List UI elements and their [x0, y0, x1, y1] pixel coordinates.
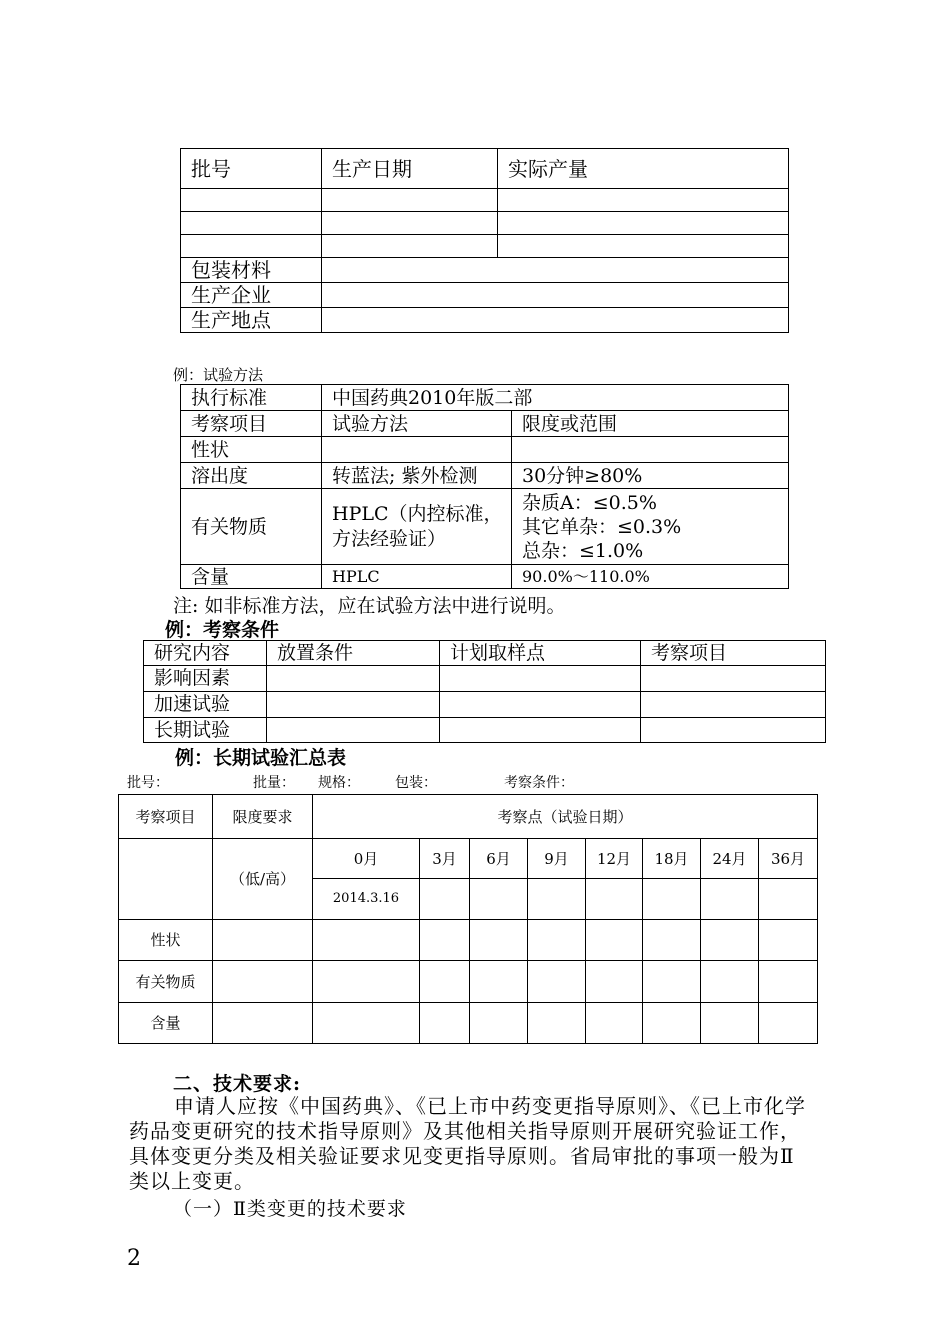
header-test-items: 考察项目 — [641, 641, 826, 666]
header-test-points: 考察点（试验日期） — [313, 795, 818, 839]
assay-limit: 90.0%～110.0% — [512, 565, 789, 589]
header-actual-output: 实际产量 — [498, 149, 789, 189]
month-3: 3月 — [420, 839, 470, 879]
related-substances-limit: 杂质A：≤0.5% 其它单杂：≤0.3% 总杂：≤1.0% — [512, 489, 789, 565]
month-9: 9月 — [528, 839, 586, 879]
item-dissolution: 溶出度 — [181, 463, 322, 489]
table-row — [181, 235, 789, 258]
table-row — [181, 189, 789, 212]
header-limit-requirement: 限度要求 — [213, 795, 313, 839]
table-row: 有关物质 — [119, 961, 818, 1003]
month-24: 24月 — [701, 839, 759, 879]
table-row: 含量 — [119, 1003, 818, 1044]
table-row — [181, 212, 789, 235]
manufacturer-label: 生产企业 — [181, 283, 322, 308]
long-term-table — [118, 794, 818, 1044]
header-sampling-points: 计划取样点 — [440, 641, 641, 666]
standard-label: 执行标准 — [181, 385, 322, 411]
month-18: 18月 — [643, 839, 701, 879]
header-storage-condition: 放置条件 — [267, 641, 440, 666]
header-test-method: 试验方法 — [322, 411, 512, 437]
header-batch-no: 批号 — [181, 149, 322, 189]
assay-method: HPLC — [322, 565, 512, 589]
month-0: 0月 — [313, 839, 420, 879]
start-date: 2014.3.16 — [313, 879, 420, 920]
month-12: 12月 — [586, 839, 643, 879]
table-row: 影响因素 — [144, 666, 826, 692]
section-subheading: （一）Ⅱ类变更的技术要求 — [173, 1198, 407, 1220]
header-test-item: 考察项目 — [119, 795, 213, 839]
related-substances-method: HPLC（内控标准， 方法经验证） — [322, 489, 512, 565]
section-heading: 二、技术要求: — [173, 1073, 302, 1095]
conditions-caption: 例：考察条件 — [165, 619, 280, 641]
long-term-caption: 例：长期试验汇总表 — [175, 747, 347, 769]
item-related-substances: 有关物质 — [181, 489, 322, 565]
item-appearance: 性状 — [181, 437, 322, 463]
method-note: 注: 如非标准方法，应在试验方法中进行说明。 — [173, 595, 566, 617]
standard-value: 中国药典2010年版二部 — [322, 385, 789, 411]
table-row: 加速试验 — [144, 692, 826, 718]
header-study-content: 研究内容 — [144, 641, 267, 666]
limit-low-high: （低/高） — [213, 839, 313, 920]
dissolution-method: 转蓝法; 紫外检测 — [322, 463, 512, 489]
header-limit: 限度或范围 — [512, 411, 789, 437]
site-label: 生产地点 — [181, 308, 322, 333]
method-table — [180, 384, 789, 589]
packaging-label: 包装材料 — [181, 258, 322, 283]
dissolution-limit: 30分钟≥80% — [512, 463, 789, 489]
conditions-table — [143, 640, 826, 743]
method-caption: 例：试验方法 — [173, 366, 264, 384]
page-number: 2 — [127, 1246, 141, 1271]
section-paragraph: 申请人应按《中国药典》、《已上市中药变更指导原则》、《已上市化学 药品变更研究的技术指导原则》及其他相关指导原则开展研究验证工作， 具体变更分类及相关验证要求见变更指导原则。省局审批的事项一般为Ⅱ 类以上变更。 — [129, 1094, 806, 1193]
item-assay: 含量 — [181, 565, 322, 589]
long-term-info-line: 批号： 批量： 规格： 包装： 考察条件： — [127, 775, 574, 791]
header-production-date: 生产日期 — [322, 149, 498, 189]
table-row: 长期试验 — [144, 718, 826, 743]
month-6: 6月 — [470, 839, 528, 879]
header-test-item: 考察项目 — [181, 411, 322, 437]
month-36: 36月 — [759, 839, 818, 879]
table-row: 性状 — [119, 920, 818, 961]
batch-table — [180, 148, 789, 333]
